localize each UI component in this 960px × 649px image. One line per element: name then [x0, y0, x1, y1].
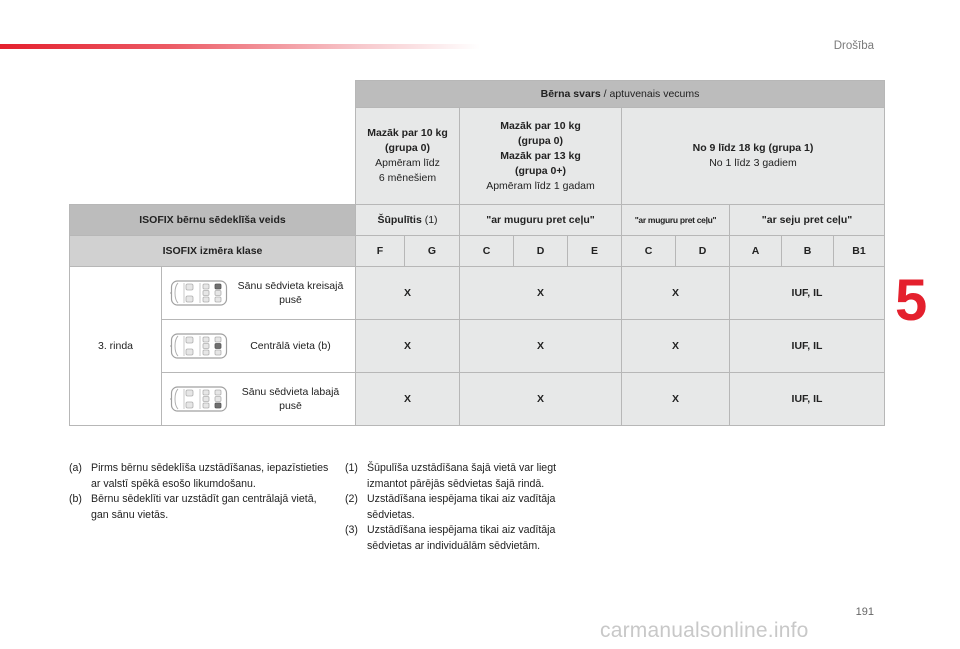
size-class: G	[405, 236, 460, 267]
size-class: B	[782, 236, 834, 267]
group-line: (grupa 0)	[385, 142, 430, 154]
rear-seat	[215, 397, 221, 402]
group-cell	[622, 108, 885, 205]
size-class: A	[730, 236, 782, 267]
note-item: (b) Bērnu sēdeklīti var uzstādīt gan centrālajā vietā, gan sānu vietās.	[69, 493, 317, 521]
middle-seat	[203, 344, 209, 349]
front-seat	[186, 284, 193, 290]
size-class: B1	[834, 236, 885, 267]
note-item: (a) Pirms bērnu sēdeklīša uzstādīšanas, iepazīstieties ar valstī spēkā esošo likumdošanu.	[69, 462, 329, 490]
position-cell	[162, 320, 356, 373]
highlighted-seat	[215, 344, 221, 349]
group-line: (grupa 0+)	[514, 164, 567, 177]
front-seat	[186, 349, 193, 355]
rear-seat	[215, 291, 221, 296]
notes-left	[69, 461, 331, 523]
type-label: ISOFIX bērnu sēdeklīša veids	[70, 205, 356, 236]
table-row	[70, 267, 885, 320]
rear-seat	[215, 390, 221, 395]
rear-seat	[215, 337, 221, 342]
group-line: 6 mēnešiem	[378, 172, 437, 184]
middle-seat	[203, 297, 209, 302]
group-cell	[356, 108, 460, 205]
highlighted-seat	[215, 284, 221, 289]
type-cell: Šūpulītis (1)	[356, 205, 460, 236]
notes-right	[345, 461, 593, 554]
car-seat-icon	[170, 385, 228, 413]
note-item: (3) Uzstādīšana iespējama tikai aiz vadītāja sēdvietas ar individuālām sēdvietām.	[345, 524, 556, 552]
middle-seat	[203, 291, 209, 296]
front-seat	[186, 390, 193, 396]
middle-seat	[203, 390, 209, 395]
middle-seat	[203, 403, 209, 408]
position-label: Sānu sēdvieta labajā pusē	[241, 386, 340, 412]
row-label: 3. rinda	[70, 267, 162, 426]
group-line: Mazāk par 10 kg	[500, 119, 581, 132]
value-cell: X	[622, 373, 730, 426]
size-label: ISOFIX izmēra klase	[70, 236, 356, 267]
value-cell: X	[460, 267, 622, 320]
value-cell: X	[356, 320, 460, 373]
middle-seat	[203, 397, 209, 402]
value-cell: X	[356, 373, 460, 426]
position-cell	[162, 267, 356, 320]
car-seat-icon	[170, 279, 228, 307]
value-cell: X	[460, 373, 622, 426]
table-row	[70, 373, 885, 426]
size-class: D	[676, 236, 730, 267]
section-title: Drošība	[833, 40, 874, 52]
note-item: (2) Uzstādīšana iespējama tikai aiz vadītāja sēdvietas.	[345, 493, 556, 521]
front-seat	[186, 337, 193, 343]
note-item: (1) Šūpulīša uzstādīšana šajā vietā var liegt izmantot pārējās sēdvietas šajā rindā.	[345, 462, 557, 490]
group-line: Mazāk par 13 kg	[500, 149, 581, 162]
watermark: carmanualsonline.info	[600, 619, 809, 642]
group-line: No 1 līdz 3 gadiem	[709, 157, 797, 169]
size-class: C	[460, 236, 514, 267]
middle-seat	[203, 337, 209, 342]
top-accent-bar	[0, 44, 480, 49]
front-seat	[186, 296, 193, 302]
type-cell: "ar muguru pret ceļu"	[622, 205, 730, 236]
size-class: C	[622, 236, 676, 267]
page-number: 191	[855, 606, 874, 618]
position-label: Sānu sēdvieta kreisajā pusē	[237, 280, 344, 306]
car-seat-icon	[170, 332, 228, 360]
weight-header: Bērna svars / aptuvenais vecums	[356, 81, 885, 108]
position-cell	[162, 373, 356, 426]
value-cell: IUF, IL	[730, 320, 885, 373]
rear-seat	[215, 350, 221, 355]
value-cell: X	[460, 320, 622, 373]
group-line: Apmēram līdz	[375, 157, 440, 169]
value-cell: X	[622, 320, 730, 373]
group-line: (grupa 0)	[518, 134, 563, 147]
group-line: Apmēram līdz 1 gadam	[486, 179, 595, 192]
group-line: Mazāk par 10 kg	[367, 127, 448, 139]
type-cell: "ar muguru pret ceļu"	[460, 205, 622, 236]
front-seat	[186, 402, 193, 408]
middle-seat	[203, 284, 209, 289]
type-cell: "ar seju pret ceļu"	[730, 205, 885, 236]
value-cell: X	[356, 267, 460, 320]
size-class: F	[356, 236, 405, 267]
isofix-table	[69, 80, 885, 426]
table-row	[70, 320, 885, 373]
value-cell: IUF, IL	[730, 373, 885, 426]
size-class: E	[568, 236, 622, 267]
group-line: No 9 līdz 18 kg (grupa 1)	[692, 142, 814, 154]
chapter-number: 5	[895, 268, 928, 333]
rear-seat	[215, 297, 221, 302]
group-cell	[460, 108, 622, 205]
highlighted-seat	[215, 403, 221, 408]
position-label: Centrālā vieta (b)	[250, 340, 331, 352]
value-cell: X	[622, 267, 730, 320]
middle-seat	[203, 350, 209, 355]
size-class: D	[514, 236, 568, 267]
value-cell: IUF, IL	[730, 267, 885, 320]
